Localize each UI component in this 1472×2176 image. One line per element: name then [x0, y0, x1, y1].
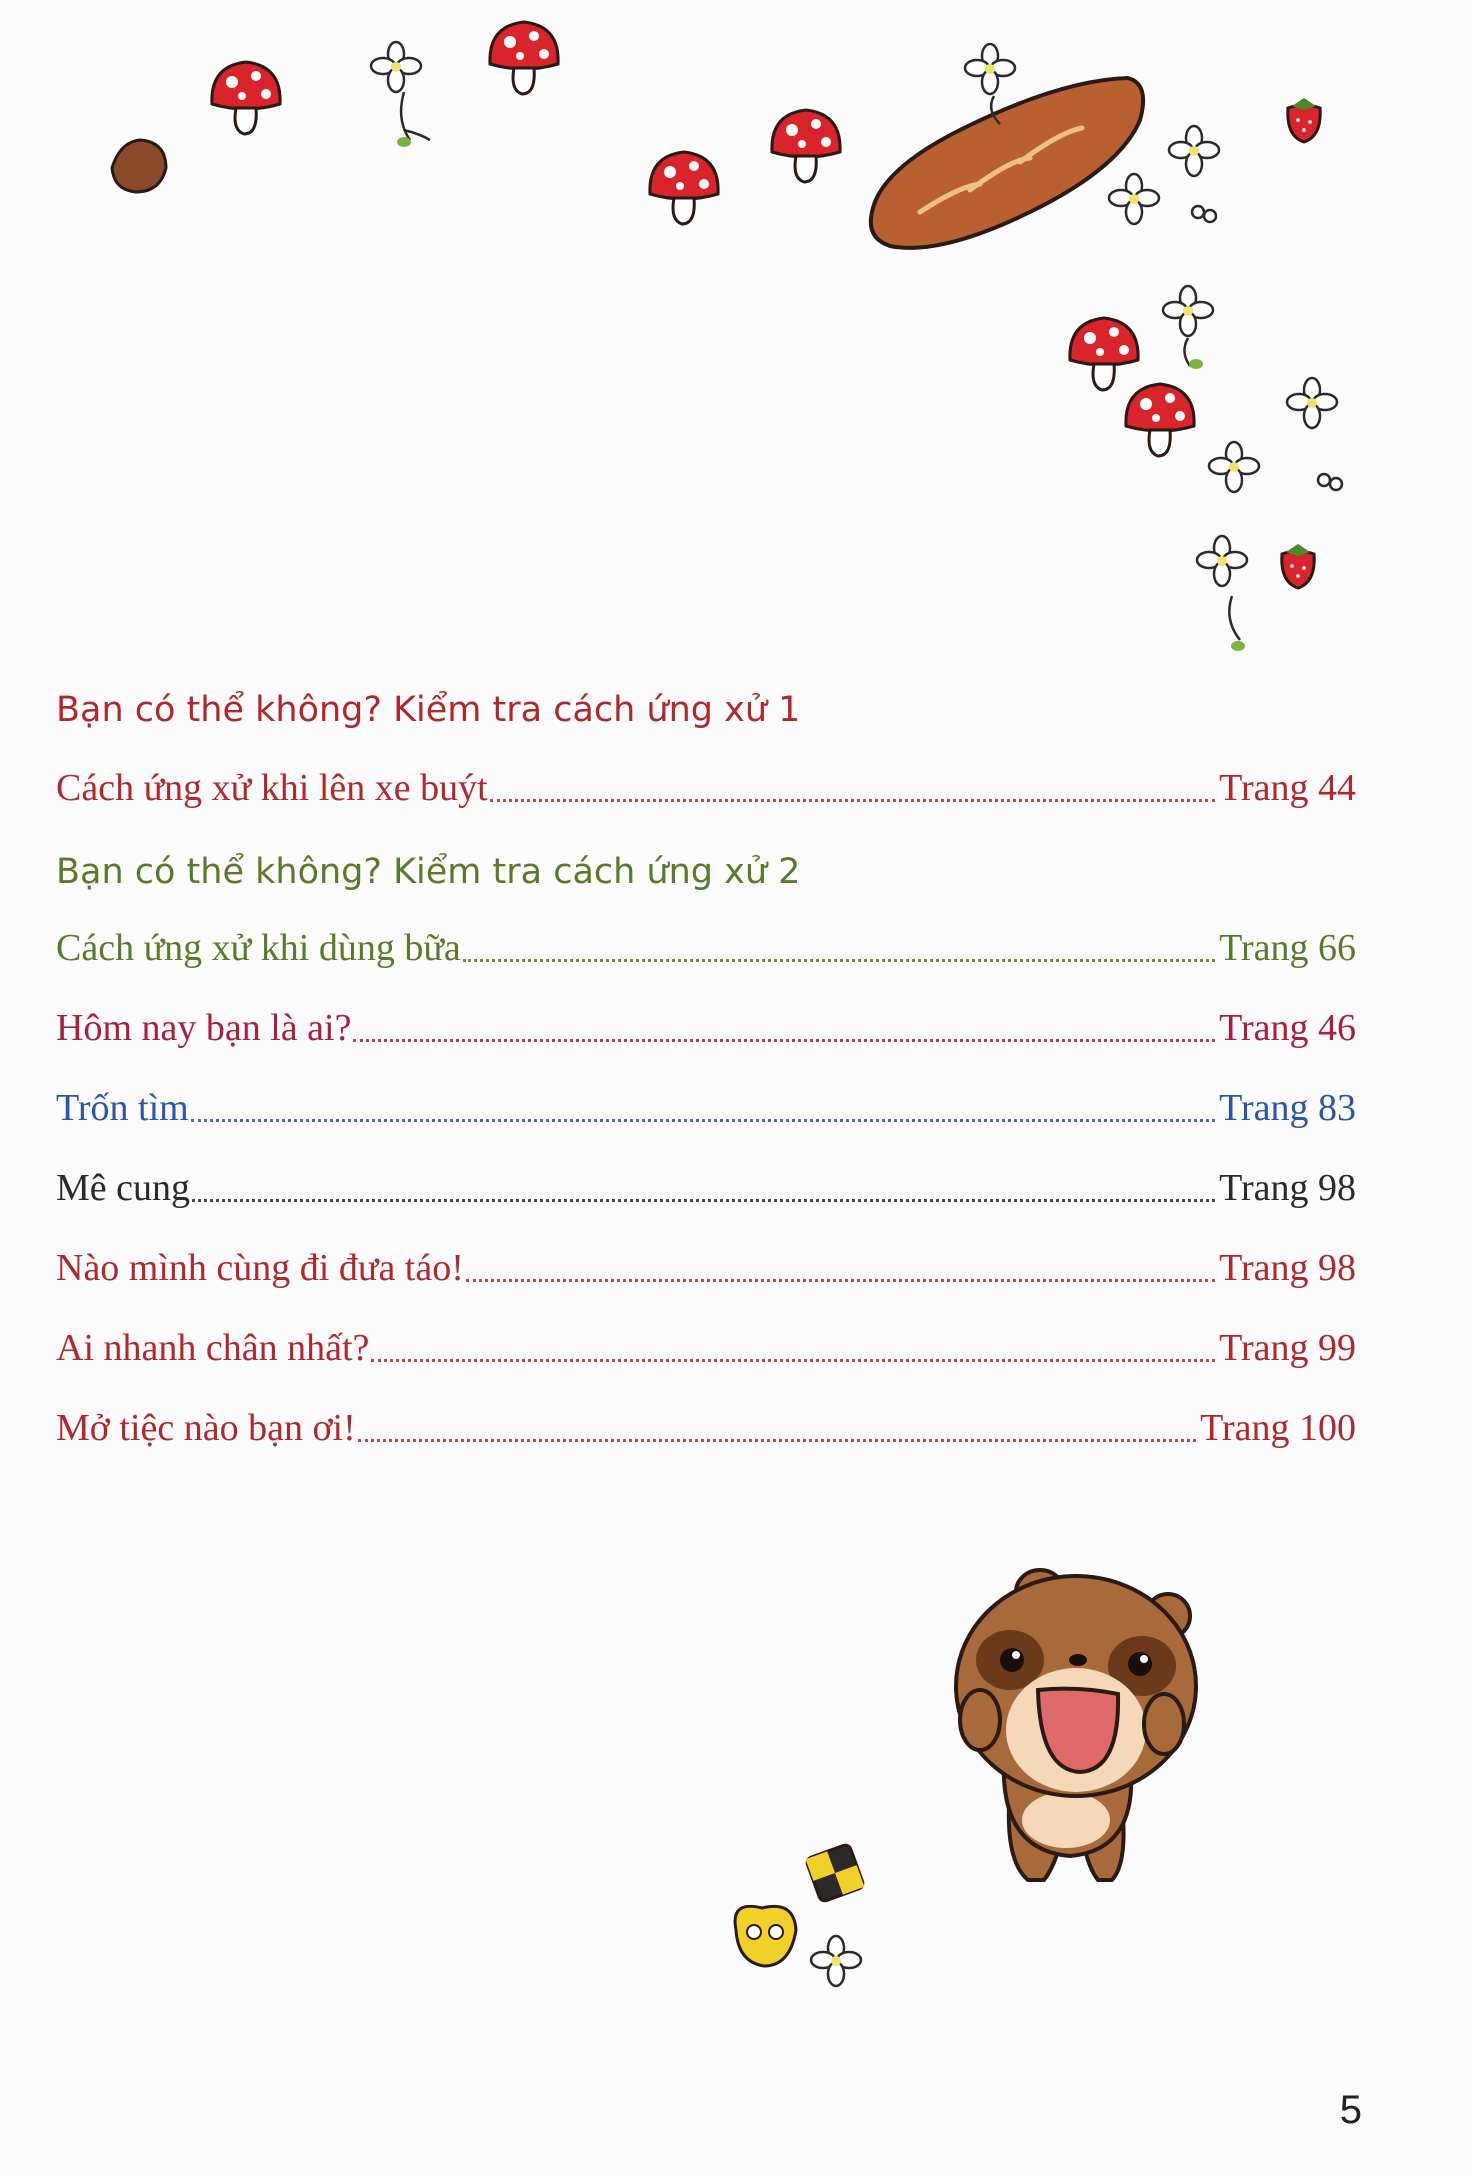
bear-icon [956, 1570, 1196, 1880]
toc-page: Trang 44 [1219, 767, 1356, 809]
toc-leader-dots [191, 1119, 1215, 1122]
toc-page: Trang 46 [1219, 1007, 1356, 1049]
toc-heading [56, 850, 800, 894]
mushroom-icon [1126, 384, 1194, 456]
flower-icon [1197, 536, 1247, 651]
mushroom-icon [1070, 318, 1138, 390]
toc-title: Bạn có thể không? Kiểm tra cách ứng xử 1 [56, 690, 801, 730]
flower-icon [1209, 442, 1259, 492]
toc-page: Trang 83 [1219, 1087, 1356, 1129]
toc-leader-dots [371, 1359, 1215, 1362]
toc-entry[interactable] [56, 766, 1356, 810]
page-number: 5 [1339, 2088, 1362, 2132]
toc-title: Mở tiệc nào bạn ơi! [56, 1407, 356, 1449]
toc-entry[interactable] [56, 1166, 1356, 1210]
toc-title: Cách ứng xử khi lên xe buýt [56, 767, 488, 809]
toc-entry[interactable] [56, 1006, 1356, 1050]
toc-title: Bạn có thể không? Kiểm tra cách ứng xử 2 [56, 852, 801, 892]
toc-leader-dots [358, 1439, 1196, 1442]
flower-icon [1287, 378, 1337, 428]
toc-title: Cách ứng xử khi dùng bữa [56, 927, 461, 969]
toc-entry[interactable] [56, 1326, 1356, 1370]
toc-page: Trang 98 [1219, 1247, 1356, 1289]
toc-heading [56, 688, 800, 732]
toc-entry[interactable] [56, 1406, 1356, 1450]
toc-entry[interactable] [56, 1086, 1356, 1130]
mushroom-icon [650, 152, 718, 224]
flower-icon [1169, 126, 1219, 176]
strawberry-icon [1288, 98, 1320, 142]
toc-leader-dots [466, 1279, 1215, 1282]
toc-leader-dots [490, 799, 1215, 802]
toc-leader-dots [192, 1199, 1215, 1202]
flower-icon [811, 1936, 861, 1986]
toc-title: Nào mình cùng đi đưa táo! [56, 1247, 464, 1289]
toc-page: Trang 100 [1200, 1407, 1356, 1449]
toc-title: Hôm nay bạn là ai? [56, 1007, 352, 1049]
toc-page: Trang 98 [1219, 1167, 1356, 1209]
toc-leader-dots [463, 959, 1215, 962]
toc-entry[interactable] [56, 926, 1356, 970]
pretzel-icon [735, 1906, 796, 1966]
chestnut-icon [112, 140, 166, 192]
toc-title: Trốn tìm [56, 1087, 189, 1129]
flower-icon [1109, 174, 1159, 224]
toc-page: Trang 99 [1219, 1327, 1356, 1369]
toc-title: Mê cung [56, 1167, 191, 1209]
toc-entry[interactable] [56, 1246, 1356, 1290]
toc-page: Trang 66 [1219, 927, 1356, 969]
flower-icon [1192, 206, 1342, 490]
toc-leader-dots [353, 1039, 1215, 1042]
cookie-icon [806, 1844, 865, 1903]
bread-icon [871, 78, 1143, 248]
strawberry-icon [1282, 544, 1314, 588]
mushroom-icon [212, 62, 280, 134]
flower-icon [371, 42, 430, 147]
mushroom-icon [772, 110, 840, 182]
flower-icon [1163, 286, 1213, 369]
toc-title: Ai nhanh chân nhất? [56, 1327, 370, 1369]
mushroom-icon [490, 22, 558, 94]
